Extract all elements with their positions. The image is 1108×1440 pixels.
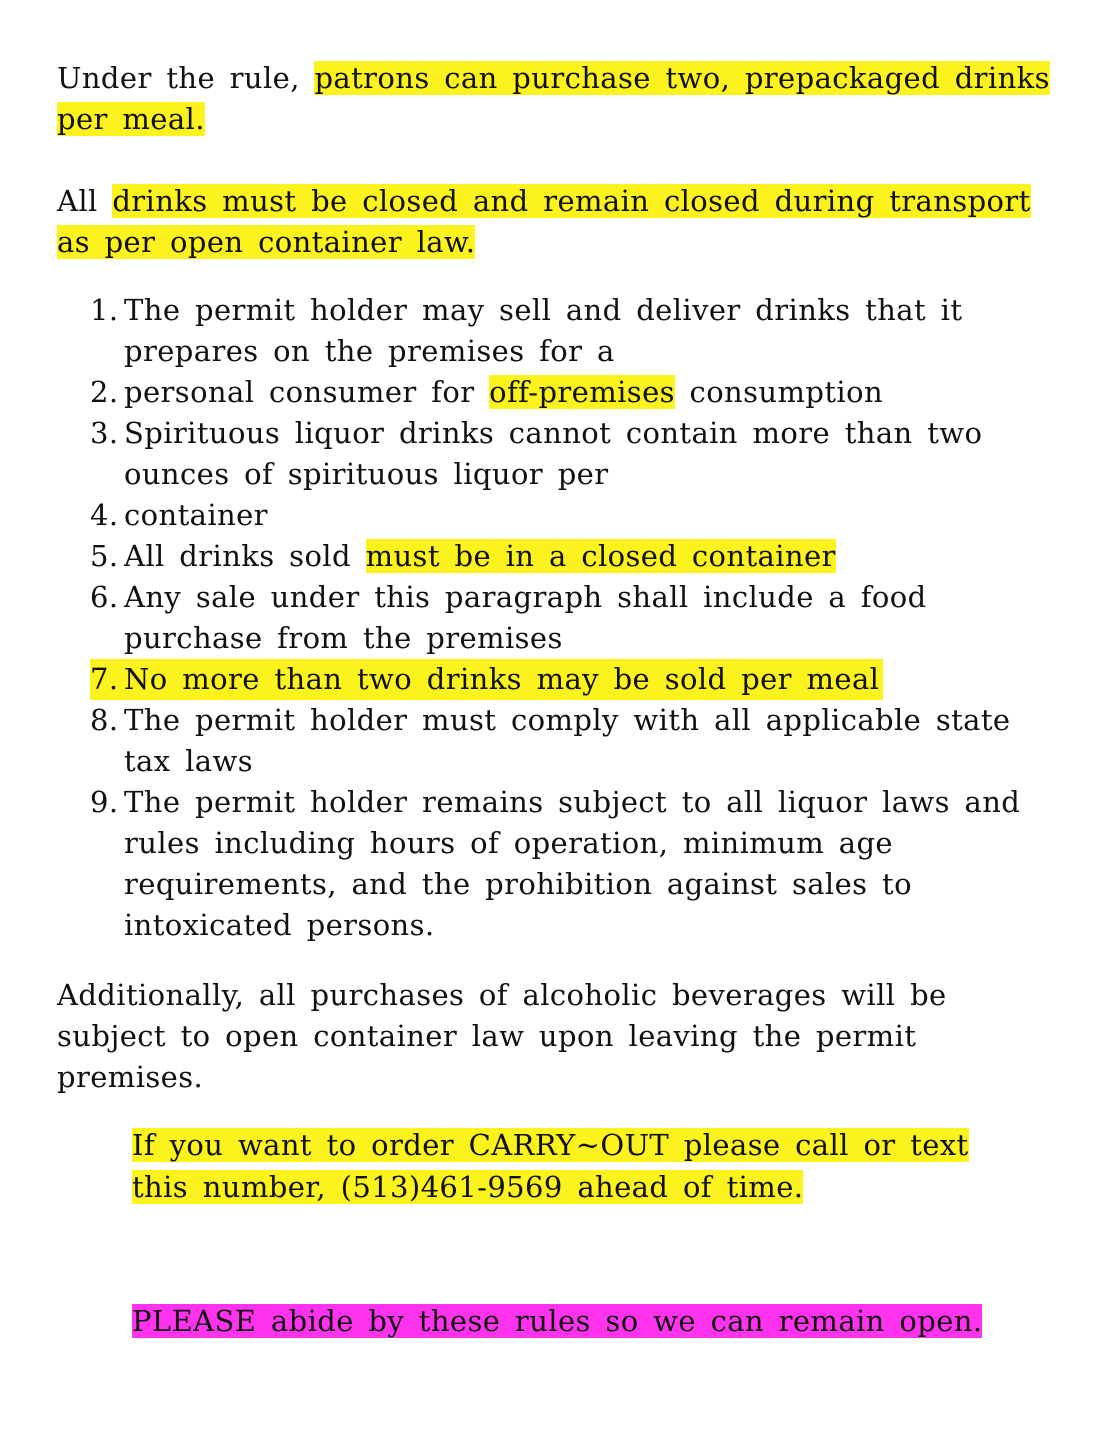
rule-text-pre: personal consumer for xyxy=(124,375,490,409)
rule-number: 9. xyxy=(90,785,119,819)
rule-item-3 xyxy=(90,413,1050,495)
rule-text: container xyxy=(124,498,268,532)
rule-number: 7. xyxy=(90,662,119,696)
rule-item-9 xyxy=(90,782,1050,946)
rule-number: 3. xyxy=(90,416,119,450)
intro-paragraph-purchase xyxy=(57,58,1057,140)
please-highlight: PLEASE abide by these rules so we can remain open. xyxy=(132,1304,983,1338)
rule-text: No more than two drinks may be sold per meal xyxy=(124,662,880,696)
rule-item-7 xyxy=(90,659,883,700)
rule-number: 8. xyxy=(90,703,119,737)
rule-item-8 xyxy=(90,700,1050,782)
rule-item-6 xyxy=(90,577,1050,659)
rule-text-highlight: must be in a closed container xyxy=(365,539,836,573)
carryout-line-1: If you want to order CARRY~OUT please call or text xyxy=(132,1128,969,1162)
rule-number: 5. xyxy=(90,539,119,573)
intro-purchase-plain: Under the rule, xyxy=(57,61,315,95)
intro-closed-highlight: drinks must be closed and remain closed during transport as per open container law. xyxy=(57,184,1031,259)
carryout-line-2: this number, (513)461-9569 ahead of time. xyxy=(132,1170,804,1204)
rule-item-2 xyxy=(90,372,1050,413)
rule-number: 2. xyxy=(90,375,119,409)
carryout-notice xyxy=(132,1124,1042,1208)
rule-item-4 xyxy=(90,495,1050,536)
rule-text: The permit holder remains subject to all liquor laws and rules including hours of operation, minimum age requirements, and the prohibition against sales to intoxicated persons. xyxy=(124,785,1021,942)
rule-number: 4. xyxy=(90,498,119,532)
intro-paragraph-closed xyxy=(57,181,1057,263)
rule-number: 1. xyxy=(90,293,119,327)
intro-purchase-highlight: patrons can purchase two, prepackaged drinks per meal. xyxy=(57,61,1050,136)
additional-paragraph: Additionally, all purchases of alcoholic beverages will be subject to open container law upon leaving the permit premises. xyxy=(57,978,947,1094)
rule-text: Any sale under this paragraph shall include a food purchase from the premises xyxy=(124,580,927,655)
rule-text-highlight: off-premises xyxy=(489,375,675,409)
rule-text-post: consumption xyxy=(674,375,884,409)
rule-text: Spirituous liquor drinks cannot contain more than two ounces of spirituous liquor per xyxy=(124,416,983,491)
rule-text-pre: All drinks sold xyxy=(124,539,366,573)
rules-list xyxy=(90,290,1050,946)
intro-closed-plain: All xyxy=(57,184,113,218)
rule-item-5 xyxy=(90,536,1050,577)
please-notice xyxy=(132,1300,1062,1343)
rule-text: The permit holder must comply with all applicable state tax laws xyxy=(124,703,1011,778)
rule-text: The permit holder may sell and deliver drinks that it prepares on the premises for a xyxy=(124,293,963,368)
rule-number: 6. xyxy=(90,580,119,614)
rule-item-1 xyxy=(90,290,1050,372)
